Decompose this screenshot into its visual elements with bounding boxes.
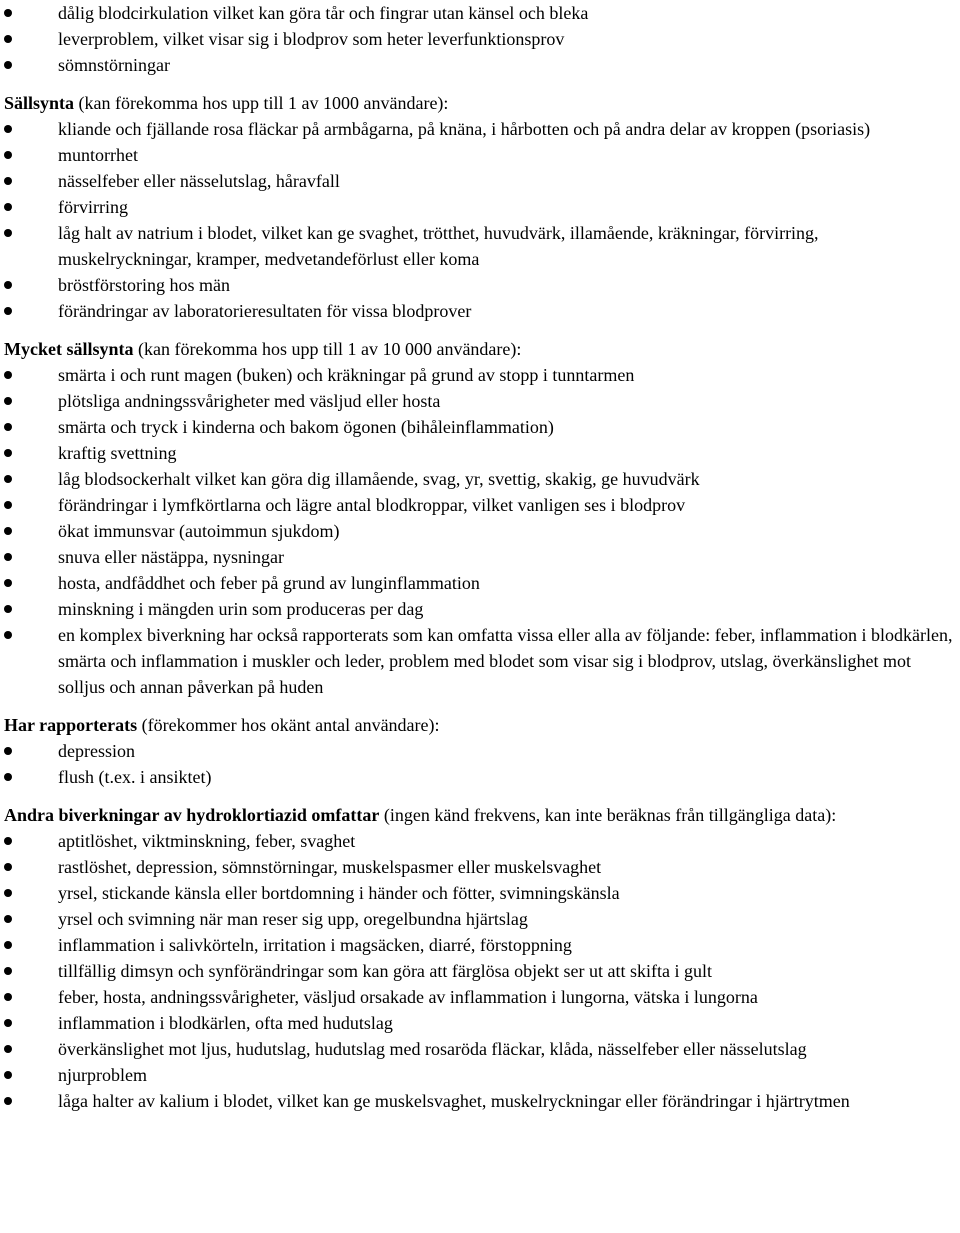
bullet-icon [4, 1097, 12, 1105]
list-item [0, 854, 960, 880]
list-item [0, 764, 960, 790]
section-heading-har-rapporterats [0, 712, 960, 738]
bullet-icon [4, 527, 12, 535]
list-item-text: låg blodsockerhalt vilket kan göra dig illamående, svag, yr, svettig, skakig, ge huvudvärk [58, 469, 700, 489]
list-item-text: hosta, andfåddhet och feber på grund av lunginflammation [58, 573, 480, 593]
list-item [0, 52, 960, 78]
bullet-icon [4, 449, 12, 457]
section-heading-rest: (kan förekomma hos upp till 1 av 1000 användare): [74, 93, 449, 113]
list-item-text: kraftig svettning [58, 443, 177, 463]
list-item-text: förvirring [58, 197, 128, 217]
bullet-icon [4, 915, 12, 923]
list-item [0, 932, 960, 958]
list-item [0, 984, 960, 1010]
bullet-icon [4, 941, 12, 949]
list-item-text: dålig blodcirkulation vilket kan göra tår och fingrar utan känsel och bleka [58, 3, 589, 23]
section-spacer [0, 790, 960, 802]
bullet-icon [4, 1045, 12, 1053]
list-item-text: tillfällig dimsyn och synförändringar som kan göra att färglösa objekt ser ut att skifta i gult [58, 961, 713, 981]
list-item-text: inflammation i blodkärlen, ofta med hudutslag [58, 1013, 393, 1033]
bullet-icon [4, 631, 12, 639]
section-list-sallsynta [0, 116, 960, 324]
section-heading-rest: (kan förekomma hos upp till 1 av 10 000 användare): [133, 339, 522, 359]
bullet-icon [4, 35, 12, 43]
list-item-text: en komplex biverkning har också rapporterats som kan omfatta vissa eller alla av följande: feber, inflammation i blodkärlen, smärta och inflammation i muskler och leder, problem med blodet som visar sig i blodprov, utslag, överkänslighet mot solljus och annan påverkan på huden [58, 625, 953, 697]
bullet-icon [4, 773, 12, 781]
list-item-text: njurproblem [58, 1065, 147, 1085]
bullet-icon [4, 553, 12, 561]
list-item-text: låg halt av natrium i blodet, vilket kan ge svaghet, trötthet, huvudvärk, illamående, kräkningar, förvirring, muskelryckningar, kramper, medvetandeförlust eller koma [58, 223, 819, 269]
bullet-icon [4, 307, 12, 315]
list-item-text: överkänslighet mot ljus, hudutslag, hudutslag med rosaröda fläckar, klåda, nässelfeber eller nässelutslag [58, 1039, 807, 1059]
list-item [0, 828, 960, 854]
list-item [0, 116, 960, 142]
list-item [0, 880, 960, 906]
list-item [0, 362, 960, 388]
bullet-icon [4, 281, 12, 289]
section-heading-rest: (förekommer hos okänt antal användare): [137, 715, 440, 735]
list-item-text: förändringar i lymfkörtlarna och lägre antal blodkroppar, vilket vanligen ses i blodprov [58, 495, 686, 515]
list-item-text: muntorrhet [58, 145, 138, 165]
list-item [0, 388, 960, 414]
list-item-text: bröstförstoring hos män [58, 275, 230, 295]
list-item [0, 298, 960, 324]
section-heading-bold: Sällsynta [4, 93, 75, 113]
bullet-icon [4, 203, 12, 211]
section-spacer [0, 324, 960, 336]
list-item [0, 194, 960, 220]
list-item [0, 466, 960, 492]
bullet-icon [4, 501, 12, 509]
list-item [0, 570, 960, 596]
list-item [0, 0, 960, 26]
bullet-icon [4, 177, 12, 185]
list-item-text: inflammation i salivkörteln, irritation i magsäcken, diarré, förstoppning [58, 935, 572, 955]
list-item-text: nässelfeber eller nässelutslag, håravfall [58, 171, 340, 191]
list-item-text: sömnstörningar [58, 55, 170, 75]
list-item [0, 220, 960, 272]
bullet-icon [4, 397, 12, 405]
section-heading-bold: Mycket sällsynta [4, 339, 134, 359]
list-item-text: smärta i och runt magen (buken) och kräkningar på grund av stopp i tunntarmen [58, 365, 635, 385]
list-item-text: feber, hosta, andningssvårigheter, väsljud orsakade av inflammation i lungorna, vätska i lungorna [58, 987, 758, 1007]
list-item-text: plötsliga andningssvårigheter med väsljud eller hosta [58, 391, 441, 411]
list-item-text: flush (t.ex. i ansiktet) [58, 767, 212, 787]
list-item [0, 440, 960, 466]
section-heading-rest: (ingen känd frekvens, kan inte beräknas från tillgängliga data): [379, 805, 837, 825]
bullet-icon [4, 61, 12, 69]
list-item-text: yrsel och svimning när man reser sig upp, oregelbundna hjärtslag [58, 909, 528, 929]
list-item [0, 958, 960, 984]
list-item-text: depression [58, 741, 135, 761]
bullet-icon [4, 579, 12, 587]
bullet-icon [4, 1019, 12, 1027]
list-item [0, 622, 960, 700]
bullet-icon [4, 151, 12, 159]
list-item-text: rastlöshet, depression, sömnstörningar, muskelspasmer eller muskelsvaghet [58, 857, 602, 877]
list-item [0, 272, 960, 298]
bullet-icon [4, 993, 12, 1001]
list-item [0, 518, 960, 544]
section-heading-sallsynta [0, 90, 960, 116]
bullet-icon [4, 9, 12, 17]
section-heading-bold: Andra biverkningar av hydroklortiazid omfattar [4, 805, 380, 825]
list-item [0, 906, 960, 932]
list-item [0, 1036, 960, 1062]
list-item [0, 1088, 960, 1114]
list-item-text: låga halter av kalium i blodet, vilket kan ge muskelsvaghet, muskelryckningar eller förändringar i hjärtrytmen [58, 1091, 850, 1111]
list-item [0, 738, 960, 764]
list-item [0, 596, 960, 622]
list-item [0, 168, 960, 194]
bullet-icon [4, 125, 12, 133]
list-item-text: smärta och tryck i kinderna och bakom ögonen (bihåleinflammation) [58, 417, 554, 437]
section-heading-hydroklortiazid [0, 802, 960, 828]
list-item [0, 544, 960, 570]
section-heading-mycket-sallsynta [0, 336, 960, 362]
list-item-text: yrsel, stickande känsla eller bortdomning i händer och fötter, svimningskänsla [58, 883, 620, 903]
bullet-icon [4, 967, 12, 975]
section-spacer [0, 700, 960, 712]
bullet-icon [4, 229, 12, 237]
list-item [0, 414, 960, 440]
bullet-icon [4, 475, 12, 483]
bullet-icon [4, 1071, 12, 1079]
bullet-icon [4, 605, 12, 613]
list-item-text: snuva eller nästäppa, nysningar [58, 547, 284, 567]
section-heading-bold: Har rapporterats [4, 715, 138, 735]
list-item-text: leverproblem, vilket visar sig i blodprov som heter leverfunktionsprov [58, 29, 565, 49]
bullet-icon [4, 423, 12, 431]
list-item [0, 142, 960, 168]
bullet-icon [4, 889, 12, 897]
list-item [0, 1062, 960, 1088]
section-list-hydroklortiazid [0, 828, 960, 1114]
section-list-mycket-sallsynta [0, 362, 960, 700]
section-list-har-rapporterats [0, 738, 960, 790]
section-spacer [0, 78, 960, 90]
bullet-icon [4, 863, 12, 871]
intro-list [0, 0, 960, 78]
bullet-icon [4, 371, 12, 379]
list-item-text: minskning i mängden urin som produceras per dag [58, 599, 424, 619]
list-item-text: kliande och fjällande rosa fläckar på armbågarna, på knäna, i hårbotten och på andra delar av kroppen (psoriasis) [58, 119, 871, 139]
list-item-text: aptitlöshet, viktminskning, feber, svaghet [58, 831, 356, 851]
list-item [0, 1010, 960, 1036]
list-item [0, 492, 960, 518]
list-item [0, 26, 960, 52]
list-item-text: förändringar av laboratorieresultaten för vissa blodprover [58, 301, 472, 321]
bullet-icon [4, 837, 12, 845]
bullet-icon [4, 747, 12, 755]
list-item-text: ökat immunsvar (autoimmun sjukdom) [58, 521, 340, 541]
